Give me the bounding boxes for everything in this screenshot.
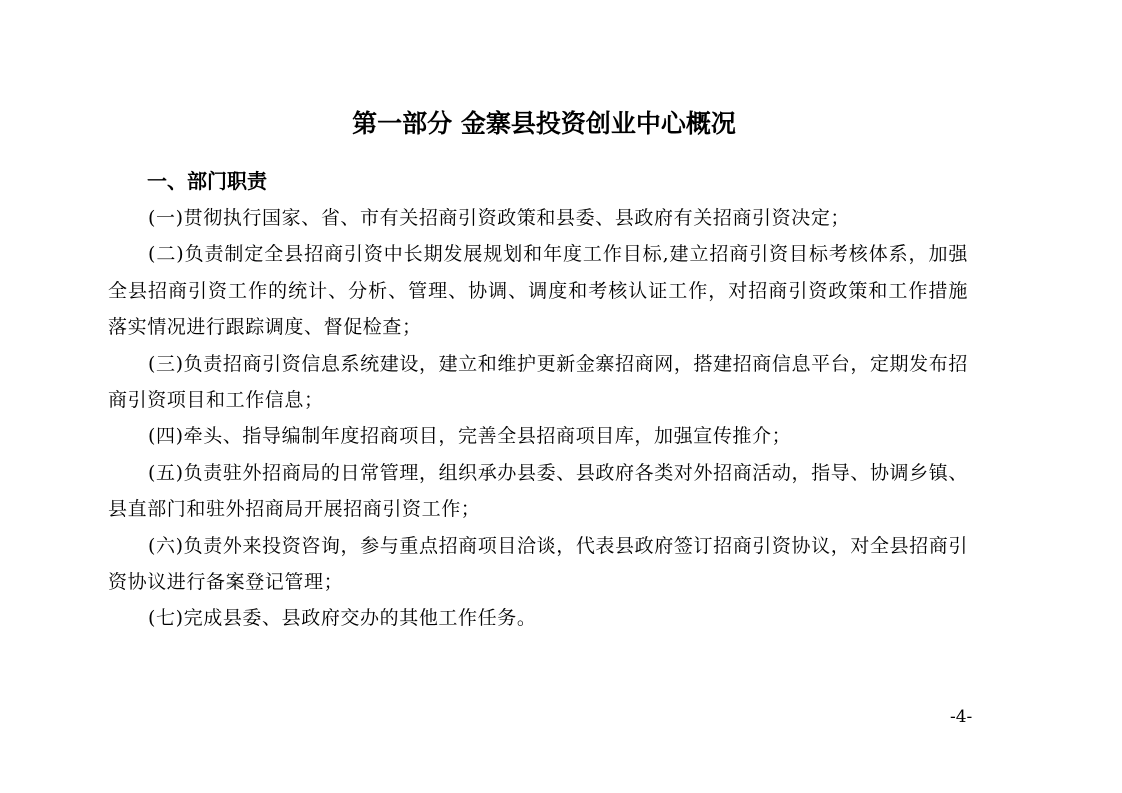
page-number: -4- <box>950 707 973 727</box>
duty-paragraph-7: (七)完成县委、县政府交办的其他工作任务。 <box>148 607 537 630</box>
duty-paragraph-1: (一)贯彻执行国家、省、市有关招商引资政策和县委、县政府有关招商引资决定； <box>148 207 851 229</box>
duty-paragraph-3: (三)负责招商引资信息系统建设，建立和维护更新金寨招商网，搭建招商信息平台，定期发布招商引资项目和工作信息； <box>108 352 968 412</box>
duty-paragraph-5: (五)负责驻外招商局的日常管理，组织承办县委、县政府各类对外招商活动，指导、协调乡镇、县直部门和驻外招商局开展招商引资工作； <box>108 461 968 521</box>
document-body <box>108 200 968 637</box>
duty-paragraph-4: (四)牵头、指导编制年度招商项目，完善全县招商项目库，加强宣传推介； <box>148 425 792 448</box>
document-title: 第一部分 金寨县投资创业中心概况 <box>352 109 736 138</box>
duty-paragraph-2: (二)负责制定全县招商引资中长期发展规划和年度工作目标,建立招商引资目标考核体系，加强全县招商引资工作的统计、分析、管理、协调、调度和考核认证工作，对招商引资政策和工作措施落实情况进行跟踪调度、督促检查； <box>108 243 968 339</box>
duty-paragraph-6: (六)负责外来投资咨询，参与重点招商项目洽谈，代表县政府签订招商引资协议，对全县招商引资协议进行备案登记管理； <box>108 534 968 594</box>
section-heading: 一、部门职责 <box>147 169 267 193</box>
